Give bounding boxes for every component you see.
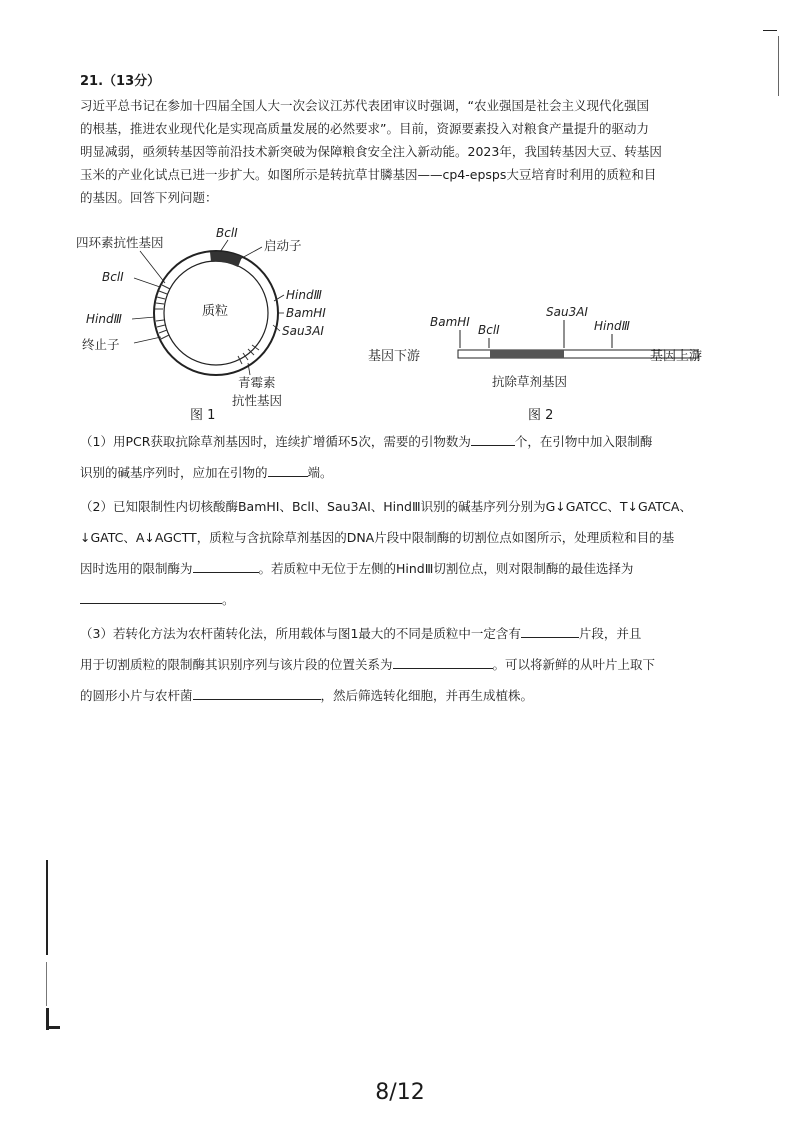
part2-text: 。若质粒中无位于左侧的HindⅢ切割位点，则对限制酶的最佳选择为 — [258, 561, 634, 576]
page-number: 8/12 — [375, 1080, 425, 1105]
gene-downstream-label: 基因下游 — [368, 349, 421, 364]
part2-line3 — [80, 557, 633, 580]
part2-line2: ↓GATC、A↓AGCTT，质粒与含抗除草剂基因的DNA片段中限制酶的切割位点如图所示，处理质粒和目的基 — [80, 530, 675, 545]
answer-blank-primer-end[interactable] — [268, 462, 308, 477]
tetracycline-gene-label: 四环素抗性基因 — [76, 235, 164, 250]
scan-mark — [763, 30, 777, 31]
answer-blank-best-enzyme[interactable] — [80, 589, 222, 604]
herbicide-resistance-gene-block — [490, 350, 564, 358]
part3-line1 — [80, 622, 641, 645]
bcl-site-label: BclⅠ — [478, 323, 500, 337]
sau3ai-site-label-right: Sau3AⅠ — [282, 324, 324, 338]
sau3ai-site-label: Sau3AⅠ — [546, 305, 588, 319]
part3-text: 。可以将新鲜的从叶片上取下 — [492, 657, 656, 672]
figure2-caption: 图 2 — [528, 408, 554, 423]
part2-line4 — [80, 588, 235, 611]
part1-text: 端。 — [307, 465, 333, 480]
gene-upstream-label: 基因上游 — [650, 349, 703, 364]
part1-text: 识别的碱基序列时，应加在引物的 — [80, 465, 268, 480]
answer-blank-co-culture[interactable] — [193, 685, 321, 700]
part3-text: （3）若转化方法为农杆菌转化法，所用载体与图1最大的不同是质粒中一定含有 — [80, 626, 521, 641]
intro-line: 明显减弱，亟须转基因等前沿技术新突破为保障粮食安全注入新动能。2023年，我国转基因大豆、转基因 — [80, 144, 662, 159]
scan-mark — [46, 860, 48, 955]
intro-line: 玉米的产业化试点已进一步扩大。如图所示是转抗草甘膦基因——cp4-epsps大豆培育时利用的质粒和目 — [80, 167, 657, 182]
part1-line1 — [80, 430, 652, 453]
part1-line2 — [80, 461, 333, 484]
hindiii-site-label-left: HindⅢ — [86, 312, 122, 326]
bcl-site-label-left: BclⅠ — [102, 270, 124, 284]
terminator-label: 终止子 — [82, 337, 120, 352]
ampicillin-gene-label-line1: 青霉素 — [238, 375, 276, 390]
intro-line: 的根基，推进农业现代化是实现高质量发展的必然要求”。目前，资源要素投入对粮食产量提升的驱动力 — [80, 121, 649, 136]
figure1-plasmid-diagram — [70, 225, 380, 425]
part2-text: 。 — [222, 592, 235, 607]
part3-line3 — [80, 684, 533, 707]
bamhi-site-label: BamHⅠ — [430, 315, 470, 329]
bamhi-site-label-right: BamHⅠ — [286, 306, 326, 320]
question-number: 21.（13分） — [80, 74, 161, 89]
hindiii-site-label: HindⅢ — [594, 319, 630, 333]
answer-blank-primer-count[interactable] — [471, 431, 515, 446]
figure1-caption: 图 1 — [190, 408, 216, 423]
question-intro — [80, 94, 716, 209]
part3-text: ，然后筛选转化细胞，并再生成植株。 — [320, 688, 534, 703]
hindiii-site-label-right: HindⅢ — [286, 288, 322, 302]
part1-text: （1）用PCR获取抗除草剂基因时，连续扩增循环5次，需要的引物数为 — [80, 434, 471, 449]
bcl-site-label-top: BclⅠ — [216, 226, 238, 240]
herbicide-gene-label: 抗除草剂基因 — [492, 374, 568, 389]
part3-line2 — [80, 653, 655, 676]
scan-mark — [46, 1026, 60, 1029]
answer-blank-position-relation[interactable] — [393, 654, 493, 669]
answer-blank-segment[interactable] — [521, 623, 579, 638]
answer-blank-enzymes[interactable] — [193, 558, 259, 573]
ampicillin-gene-label-line2: 抗性基因 — [232, 393, 283, 408]
scan-mark — [778, 36, 779, 96]
intro-line: 的基因。回答下列问题： — [80, 190, 218, 205]
scan-mark — [46, 962, 47, 1006]
intro-line: 习近平总书记在参加十四届全国人大一次会议江苏代表团审议时强调，“农业强国是社会主义现代化强国 — [80, 98, 649, 113]
part2-line1: （2）已知限制性内切核酸酶BamHⅠ、BclⅠ、Sau3AⅠ、HindⅢ识别的碱基序列分别为G↓GATCC、T↓GATCA、 — [80, 499, 692, 514]
figure2-gene-diagram — [368, 300, 728, 400]
part2-text: 因时选用的限制酶为 — [80, 561, 193, 576]
promoter-label: 启动子 — [264, 238, 302, 253]
part3-text: 的圆形小片与农杆菌 — [80, 688, 193, 703]
part3-text: 片段，并且 — [578, 626, 642, 641]
part3-text: 用于切割质粒的限制酶其识别序列与该片段的位置关系为 — [80, 657, 393, 672]
part1-text: 个，在引物中加入限制酶 — [514, 434, 653, 449]
tetracycline-gene-segment — [155, 285, 170, 309]
plasmid-center-label: 质粒 — [202, 304, 229, 319]
